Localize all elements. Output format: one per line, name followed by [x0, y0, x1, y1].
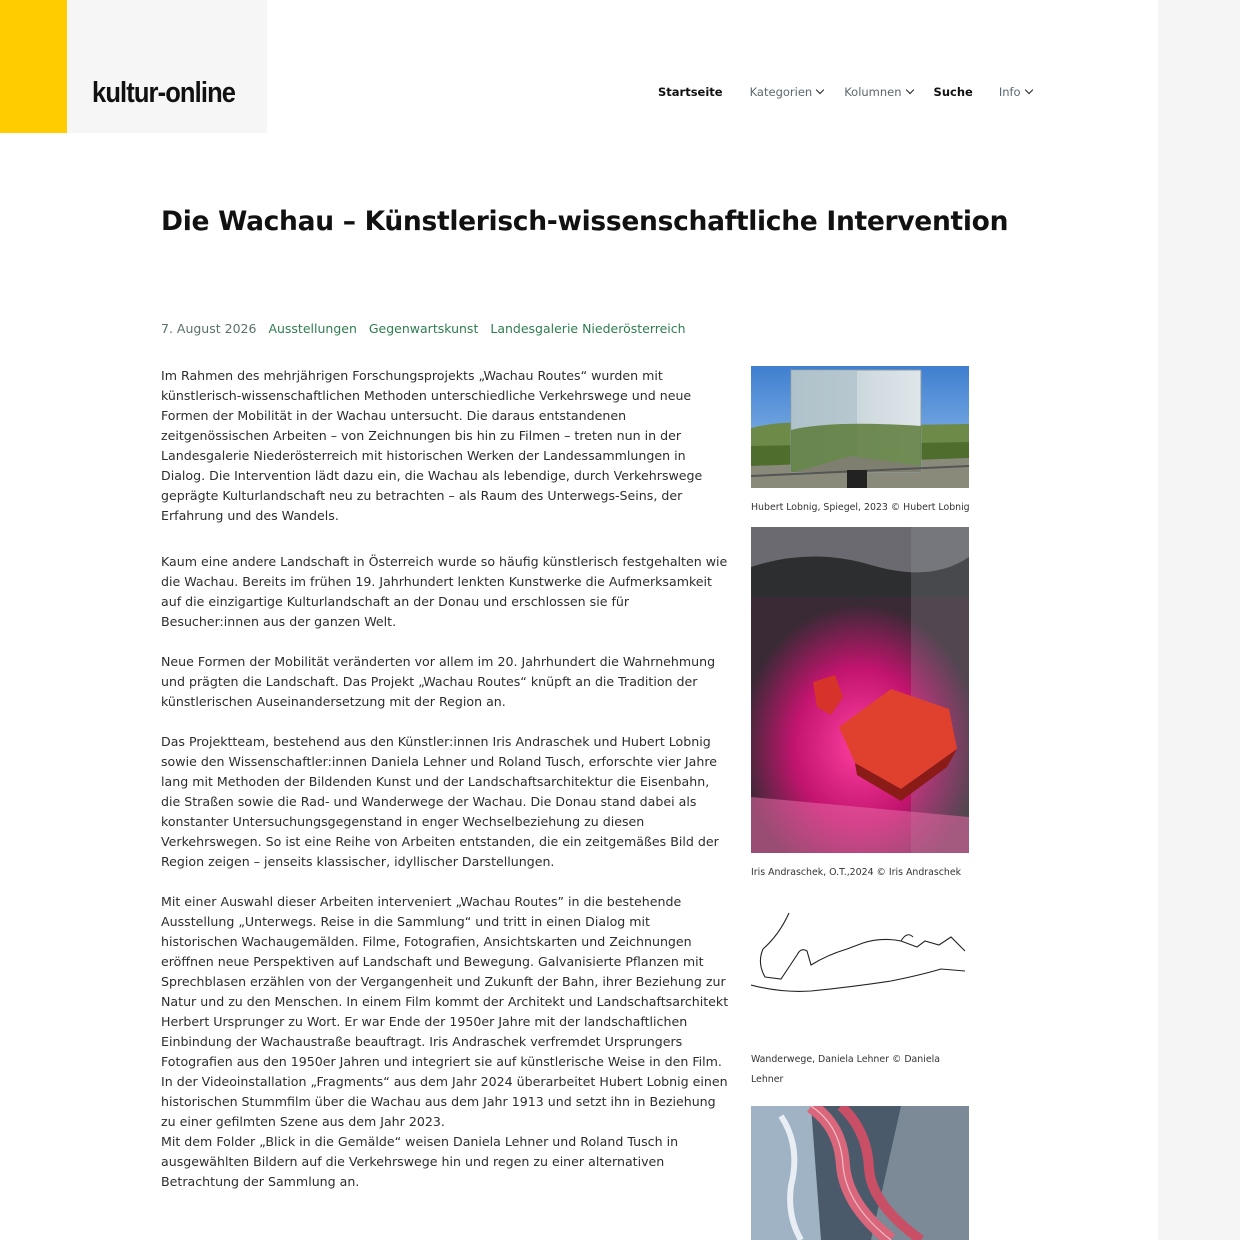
tag-link[interactable]: Ausstellungen [268, 321, 357, 336]
main-navigation [658, 84, 1032, 100]
nav-label: Kategorien [749, 85, 813, 99]
tag-link[interactable]: Landesgalerie Niederösterreich [490, 321, 686, 336]
nav-startseite[interactable] [658, 85, 723, 99]
stones-photo[interactable] [751, 527, 969, 853]
article-title: Die Wachau – Künstlerisch-wissenschaftliche Intervention [161, 206, 1009, 237]
article-paragraph: Das Projektteam, bestehend aus den Künstler:innen Iris Andraschek und Hubert Lobnig sowie den Wissenschaftler:innen Daniela Lehner und Roland Tusch, erforschte vier Jahre lang mit Methoden der Bildenden Kunst und der Landschaftsarchitektur die Eisenbahn, die Straßen sowie die Rad- und Wanderwege der Wachau. Die Donau stand dabei als konstanter Untersuchungsgegenstand in enger Wechselbeziehung zu diesen Verkehrswegen. So ist eine Reihe von Arbeiten entstanden, die ein zeitgemäßes Bild der Region zeigen – jenseits klassischer, idyllischer Darstellungen. [161, 734, 719, 869]
road-photo[interactable] [751, 1106, 969, 1240]
article-paragraph: Mit einer Auswahl dieser Arbeiten interveniert „Wachau Routes” in die bestehende Ausstellung „Unterwegs. Reise in die Sammlung“ und tritt in einen Dialog mit historischen Wachaugemälden. Filme, Fotografien, Ansichtskarten und Zeichnungen eröffnen neue Perspektiven auf Landschaft und Bewegung. Galvanisierte Pflanzen mit Sprechblasen erzählen von der Vergangenheit und Zukunft der Bahn, ihrer Beziehung zur Natur und zu den Menschen. In einem Film kommt der Architekt und Landschaftsarchitekt Herbert Ursprunger zu Wort. Er war Ende der 1950er Jahre mit der landschaftlichen Einbindung der Wachaustraße beauftragt. Iris Andraschek verfremdet Ursprungers Fotografien aus den 1950er Jahren und integriert sie auf künstlerische Weise in den Film. In der Videoinstallation „Fragments“ aus dem Jahr 2024 überarbeitet Hubert Lobnig einen historischen Stummfilm über die Wachau aus dem Jahr 1913 und setzt ihn in Beziehung zu einer gefilmten Szene aus dem Jahr 2023. [161, 894, 729, 1129]
nav-label: Startseite [658, 85, 723, 99]
nav-label: Info [998, 85, 1021, 99]
figure-stones [751, 527, 969, 883]
article-date: 7. August 2026 [161, 321, 257, 336]
article-paragraph: Mit dem Folder „Blick in die Gemälde“ weisen Daniela Lehner und Roland Tusch in ausgewählten Bildern auf die Verkehrswege hin und regen zu einer alternativen Betrachtung der Sammlung an. [161, 1134, 679, 1189]
logo-container[interactable] [67, 0, 267, 133]
chevron-down-icon [1024, 86, 1032, 94]
nav-suche[interactable] [934, 85, 973, 99]
nav-label: Suche [933, 85, 973, 99]
figure-caption: Hubert Lobnig, Spiegel, 2023 © Hubert Lobnig [751, 502, 970, 513]
mirror-photo[interactable] [751, 366, 969, 488]
figure-mirror [751, 366, 969, 518]
chevron-down-icon [905, 86, 913, 94]
article-paragraph: Kaum eine andere Landschaft in Österreich wurde so häufig künstlerisch festgehalten wie die Wachau. Bereits im frühen 19. Jahrhundert lenkten Kunstwerke die Aufmerksamkeit auf die einzigartige Kulturlandschaft an der Donau und erschlossen sie für Besucher:innen aus der ganzen Welt. [161, 554, 728, 629]
nav-label: Kolumnen [844, 85, 902, 99]
brand-accent-block [0, 0, 67, 133]
chevron-down-icon [816, 86, 824, 94]
figure-caption: Iris Andraschek, O.T.,2024 © Iris Andraschek [751, 867, 962, 878]
nav-kolumnen[interactable] [844, 85, 912, 99]
tag-link[interactable]: Gegenwartskunst [368, 321, 479, 336]
article-paragraph: Im Rahmen des mehrjährigen Forschungsprojekts „Wachau Routes“ wurden mit künstlerisch-wissenschaftlichen Methoden unterschiedliche Verkehrswege und neue Formen der Mobilität in der Wachau untersucht. Die daraus entstandenen zeitgenössischen Arbeiten – von Zeichnungen bis hin zu Filmen – treten nun in der Landesgalerie Niederösterreich mit historischen Werken der Landessammlungen in Dialog. Die Intervention lädt dazu ein, die Wachau als lebendige, durch Verkehrswege geprägte Kulturlandschaft neu zu betrachten – als Raum des Unterwegs-Seins, der Erfahrung und des Wandels. [161, 368, 703, 523]
figure-road-aerial [751, 1106, 969, 1240]
site-logo[interactable]: kultur-online [92, 77, 236, 109]
article-paragraph: Neue Formen der Mobilität veränderten vor allem im 20. Jahrhundert die Wahrnehmung und prägten die Landschaft. Das Projekt „Wachau Routes“ knüpft an die Tradition der künstlerischen Auseinandersetzung mit der Region an. [161, 654, 716, 709]
nav-kategorien[interactable] [750, 85, 824, 99]
trail-drawing[interactable] [751, 907, 969, 1041]
article-meta [161, 321, 698, 336]
right-gutter [1158, 0, 1240, 1240]
figure-caption: Wanderwege, Daniela Lehner © Daniela Lehner [751, 1054, 940, 1085]
article-body [161, 366, 729, 1192]
figure-line-drawing [751, 907, 969, 1090]
nav-info[interactable] [999, 85, 1032, 99]
